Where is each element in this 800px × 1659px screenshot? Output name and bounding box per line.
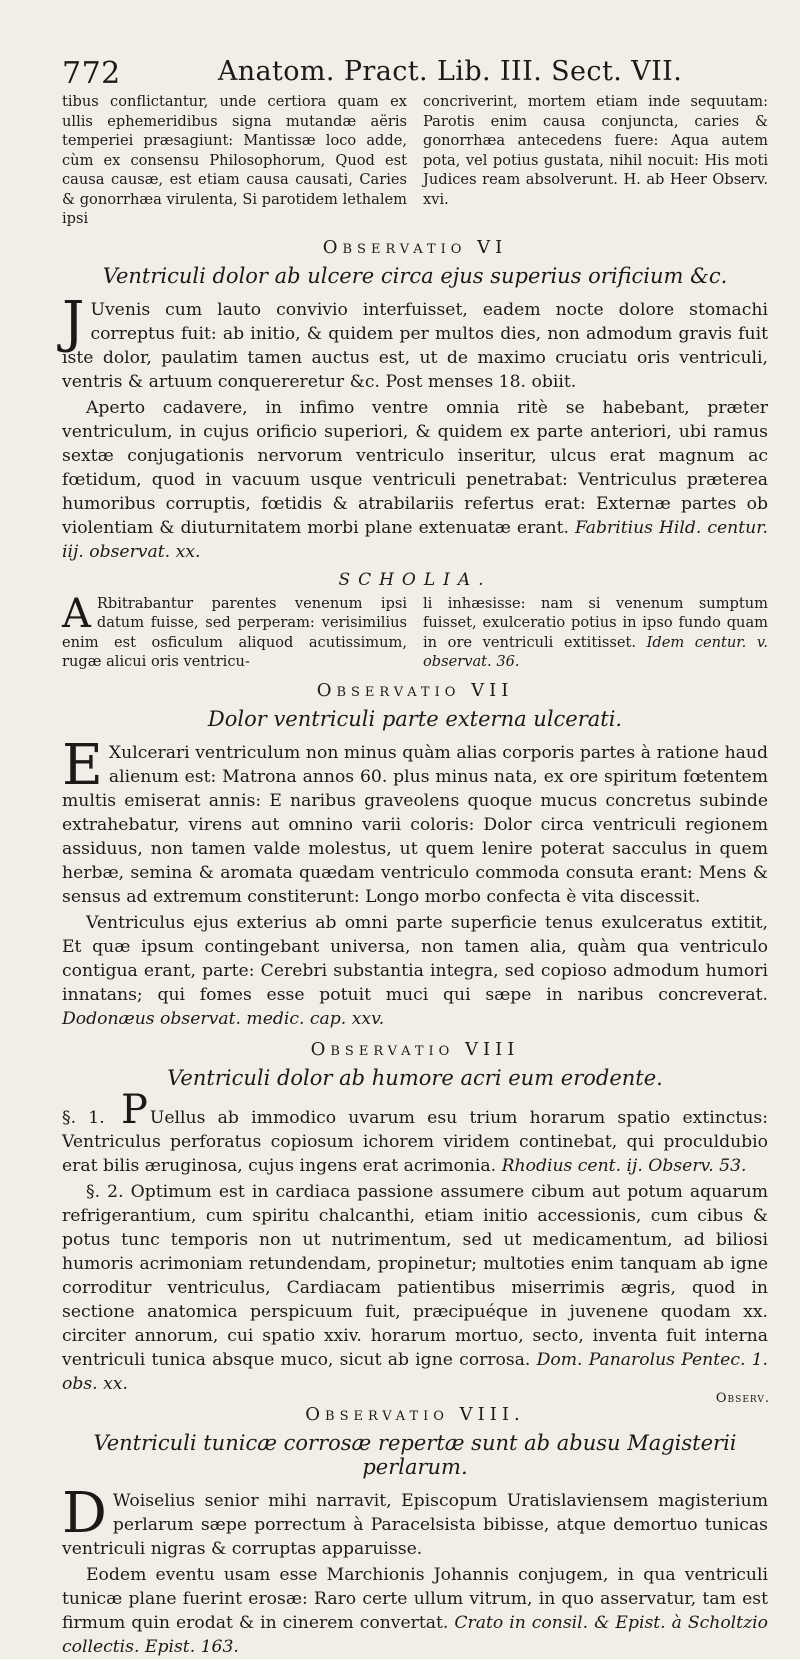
scholia-right-column: li inhæsisse: nam si venenum sumptum fuisset, exulceratio potius in ipso fundo quam in ore ventriculi extitisset. Idem centur. v. observat. 36.	[423, 594, 768, 670]
top-left-column: tibus conflictantur, unde certiora quam ex ullis ephemeridibus signa mutandæ aëris temperiei præsagiunt: Mantissæ loco adde, cùm ex consensu Philosophorum, Quod est causa causæ, est etiam causa causati, Caries & gonorrhæa virulenta, Si parotidem lethalem ipsi	[62, 93, 407, 227]
drop-cap: J	[62, 289, 85, 355]
observation-8b-title: Ventriculi tunicæ corrosæ repertæ sunt ab abusu Magisterii perlarum.	[93, 1430, 737, 1479]
observation-6-paragraph-2: Aperto cadavere, in infimo ventre omnia ritè se habebant, præter ventriculum, in cujus orificio superiori, & quidem ex parte anteriori, ubi ramus sextæ conjugationis nervorum ventriculo inseritur, ulcus erat magnum ac fœtidum, quod in vacuum usque ventriculi penetrabat: Ventriculus præterea humoribus corruptis, fœtidis & atrabilariis refertus erat: Externæ partes ob violentiam & diuturnitatem morbi plane extenuatæ erant. Fabritius Hild. centur. iij. observat. xx.	[62, 397, 768, 562]
observation-8b-heading: Observatio VIII.	[305, 1403, 525, 1425]
observation-7-title: Dolor ventriculi parte externa ulcerati.	[207, 706, 623, 731]
scholia-left-column: A Rbitrabantur parentes venenum ipsi datum fuisse, sed perperam: verisimilius enim est osficulum aliquod acutissimum, rugæ alicui oris ventricu-	[62, 590, 407, 670]
citation: Crato in consil. & Epist. à Scholtzio collectis. Epist. 163.	[62, 1612, 768, 1657]
page-number: 772	[62, 56, 121, 91]
top-right-column: concriverint, mortem etiam inde sequutam: Parotis enim causa conjuncta, caries & gonorrhæa antecedens fuere: Aqua autem pota, vel potius gustata, nihil nocuit: His moti Judices ream absolverunt. H. ab Heer Observ. xvi.	[423, 93, 768, 208]
observation-7-heading: Observatio VII	[316, 679, 514, 701]
observation-6-heading: Observatio VI	[322, 236, 508, 258]
citation: Dom. Panarolus Pentec. 1. obs. xx.	[62, 1349, 769, 1394]
citation: Dodonæus observat. medic. cap. xxv.	[62, 1008, 385, 1029]
top-continuation	[62, 92, 768, 229]
drop-cap: A	[62, 590, 91, 637]
observation-7-paragraph-2: Ventriculus ejus exterius ab omni parte superficie tenus exulceratus extitit, Et quæ ipsum contingebant universa, non tamen alia, quàm qua ventriculo contigua erant, parte: Cerebri substantia integra, sed copioso admodum humori innatans; qui fomes esse potuit muci qui sæpe in naribus concreverat. Dodonæus observat. medic. cap. xxv.	[62, 912, 768, 1029]
scholia-heading: SCHOLIA.	[338, 569, 492, 590]
section-label: §. 1.	[62, 1107, 105, 1128]
scholia-columns	[62, 590, 768, 672]
section-1-paragraph: §. 1. P Uellus ab immodico uvarum esu trium horarum spatio extinctus: Ventriculus perforatus copiosum ichorem viridem continebat, qui proculdubio erat bilis æruginosa, cujus ingens erat acrimonia. Rhodius cent. ij. Observ. 53.	[62, 1086, 769, 1176]
observation-6-paragraph-1: J Uvenis cum lauto convivio interfuisset, eadem nocte dolore stomachi correptus fuit: ab initio, & quidem per multos dies, non admodum gravis fuit iste dolor, paulatim tamen auctus est, ut de maximo cruciatu oris ventriculi, ventris & artuum conquereretur &c. Post menses 18. obiit.	[62, 289, 768, 392]
observation-6-title: Ventriculi dolor ab ulcere circa ejus superius orificium &c.	[102, 263, 728, 288]
drop-cap: P	[120, 1086, 148, 1133]
observation-8a-title: Ventriculi dolor ab humore acri eum erodente.	[167, 1065, 663, 1090]
observation-8b-paragraph-2: Eodem eventu usam esse Marchionis Johannis conjugem, in qua ventriculi tunicæ plane fuerint erosæ: Raro certe ullum vitrum, in quo asservatur, tam est firmum quin erodat & in cinerem convertat. Crato in consil. & Epist. à Scholtzio collectis. Epist. 163.	[62, 1564, 768, 1657]
page-header	[62, 52, 768, 92]
catchword: Observ.	[715, 1391, 770, 1406]
citation: Rhodius cent. ij. Observ. 53.	[501, 1155, 747, 1176]
drop-cap: E	[62, 732, 103, 798]
citation: Fabritius Hild. centur. iij. observat. xx.	[62, 517, 768, 562]
observation-8b-paragraph-1: D Woiselius senior mihi narravit, Episcopum Uratislaviensem magisterium perlarum sæpe porrectum à Paracelsista bibisse, atque demortuo tunicas ventriculi nigras & corruptas apparuisse.	[62, 1480, 768, 1559]
section-2-paragraph: §. 2. Optimum est in cardiaca passione assumere cibum aut potum aquarum refrigerantium, cum spiritu chalcanthi, etiam initio accessionis, cum cibus & potus tunc temporis non ut nutrimentum, sed ut medicamentum, ad biliosi humoris acrimoniam retundendam, propinetur; multoties enim tanquam ab igne corroditur ventriculus, Cardiacam patientibus miserrimis ægris, quod in sectione anatomica perspicuum fuit, præcipuéque in juvenene quodam xx. circiter annorum, cui spatio xxiv. horarum mortuo, secto, inventa fuit interna ventriculi tunica absque muco, sicut ab igne corrosa. Dom. Panarolus Pentec. 1. obs. xx.	[62, 1181, 769, 1394]
drop-cap: D	[62, 1480, 107, 1546]
citation: Idem centur. v. observat. 36.	[423, 633, 768, 670]
observation-8a-heading: Observatio VIII	[310, 1038, 520, 1060]
observation-7-paragraph-1: E Xulcerari ventriculum non minus quàm alias corporis partes à ratione haud alienum est: Matrona annos 60. plus minus nata, ex ore spiritum fœtentem multis emiserat annis: E naribus graveolens quoque mucus concretus subinde extrahebatur, virens aut omnino varii coloris: Dolor circa ventriculi regionem assiduus, non tamen valde molestus, ut quem lenire poterat sacculus in quem herbæ, semina & aromata quædam ventriculo commoda consuta erant: Mens & sensus ad extremum constiterunt: Longo morbo confecta è vita discessit.	[62, 732, 768, 907]
running-title: Anatom. Pract. Lib. III. Sect. VII.	[217, 56, 683, 87]
